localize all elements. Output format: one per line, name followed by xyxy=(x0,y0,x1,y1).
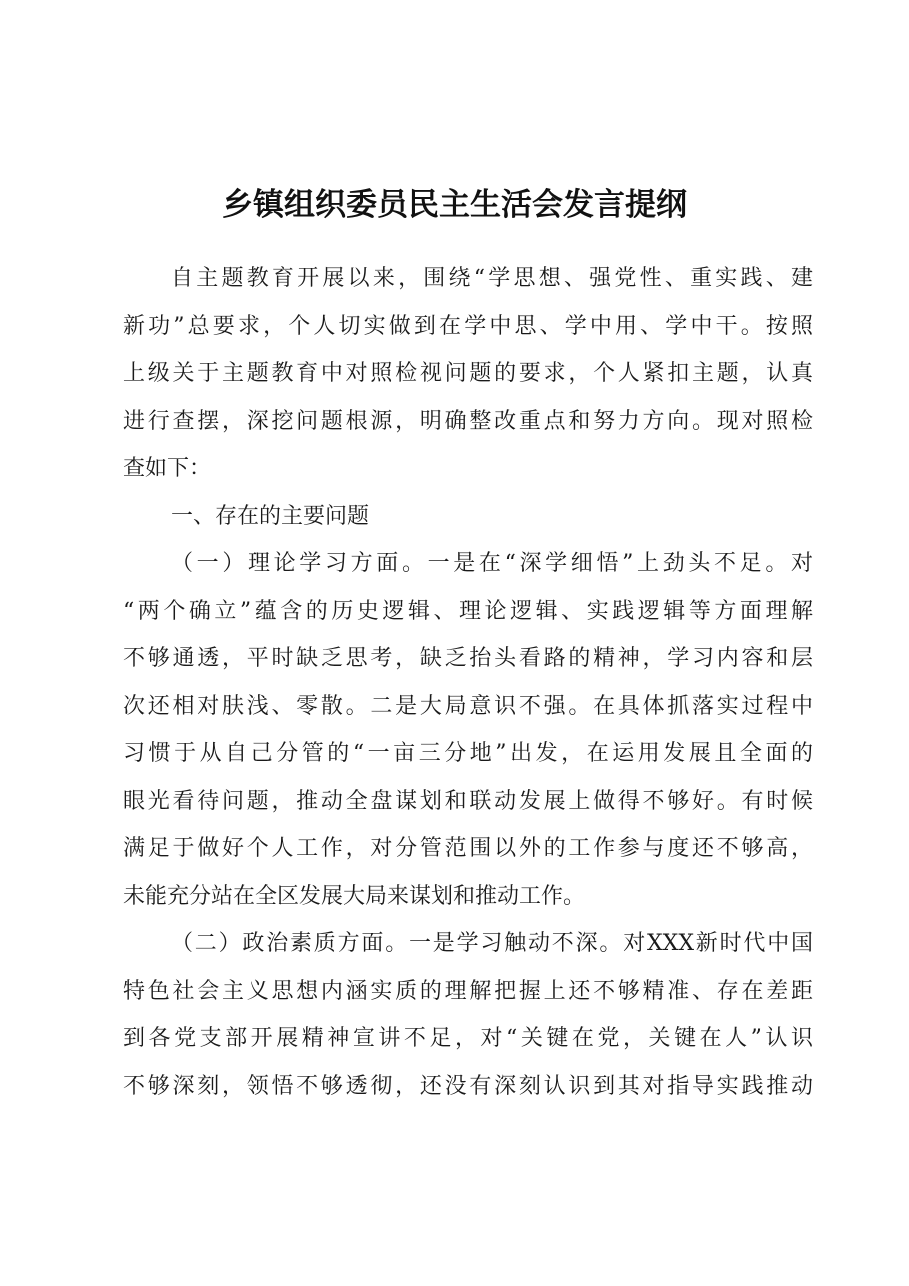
paragraph-2-line-7: 满足于做好个人工作，对分管范围以外的工作参与度还不够高， xyxy=(123,836,813,861)
paragraph-1-line-4: 进行查摆，深挖问题根源，明确整改重点和努力方向。现对照检 xyxy=(123,408,813,434)
paragraph-2-line-3: 不够通透，平时缺乏思考，缺乏抬头看路的精神，学习内容和层 xyxy=(123,646,813,671)
document-title: 乡镇组织委员民主生活会发言提纲 xyxy=(222,187,687,223)
paragraph-1-line-1: 自主题教育开展以来，围绕“学思想、强党性、重实践、建 xyxy=(171,266,813,291)
paragraph-3-line-2: 特色社会主义思想内涵实质的理解把握上还不够精准、存在差距 xyxy=(123,978,813,1004)
section-heading-1: 一、存在的主要问题 xyxy=(171,503,370,529)
document-body xyxy=(123,255,813,1110)
paragraph-2-line-6: 眼光看待问题，推动全盘谋划和联动发展上做得不够好。有时候 xyxy=(123,788,813,814)
paragraph-2-line-1: （一）理论学习方面。一是在“深学细悟”上劲头不足。对 xyxy=(171,551,813,576)
paragraph-3-line-1: （二）政治素质方面。一是学习触动不深。对XXX新时代中国 xyxy=(171,931,813,956)
paragraph-2-line-2: “两个确立”蕴含的历史逻辑、理论逻辑、实践逻辑等方面理解 xyxy=(123,598,813,624)
paragraph-2-line-4: 次还相对肤浅、零散。二是大局意识不强。在具体抓落实过程中 xyxy=(123,693,813,719)
paragraph-3-line-3: 到各党支部开展精神宣讲不足，对“关键在党，关键在人”认识 xyxy=(123,1026,813,1051)
paragraph-1-line-3: 上级关于主题教育中对照检视问题的要求，个人紧扣主题，认真 xyxy=(123,361,813,386)
paragraph-2-line-8: 未能充分站在全区发展大局来谋划和推动工作。 xyxy=(123,883,586,909)
paragraph-2-line-5: 习惯于从自己分管的“一亩三分地”出发，在运用发展且全面的 xyxy=(123,741,813,766)
paragraph-1-line-5: 查如下： xyxy=(123,456,212,481)
paragraph-1-line-2: 新功”总要求，个人切实做到在学中思、学中用、学中干。按照 xyxy=(123,313,813,339)
paragraph-3-line-4: 不够深刻，领悟不够透彻，还没有深刻认识到其对指导实践推动 xyxy=(123,1073,813,1099)
